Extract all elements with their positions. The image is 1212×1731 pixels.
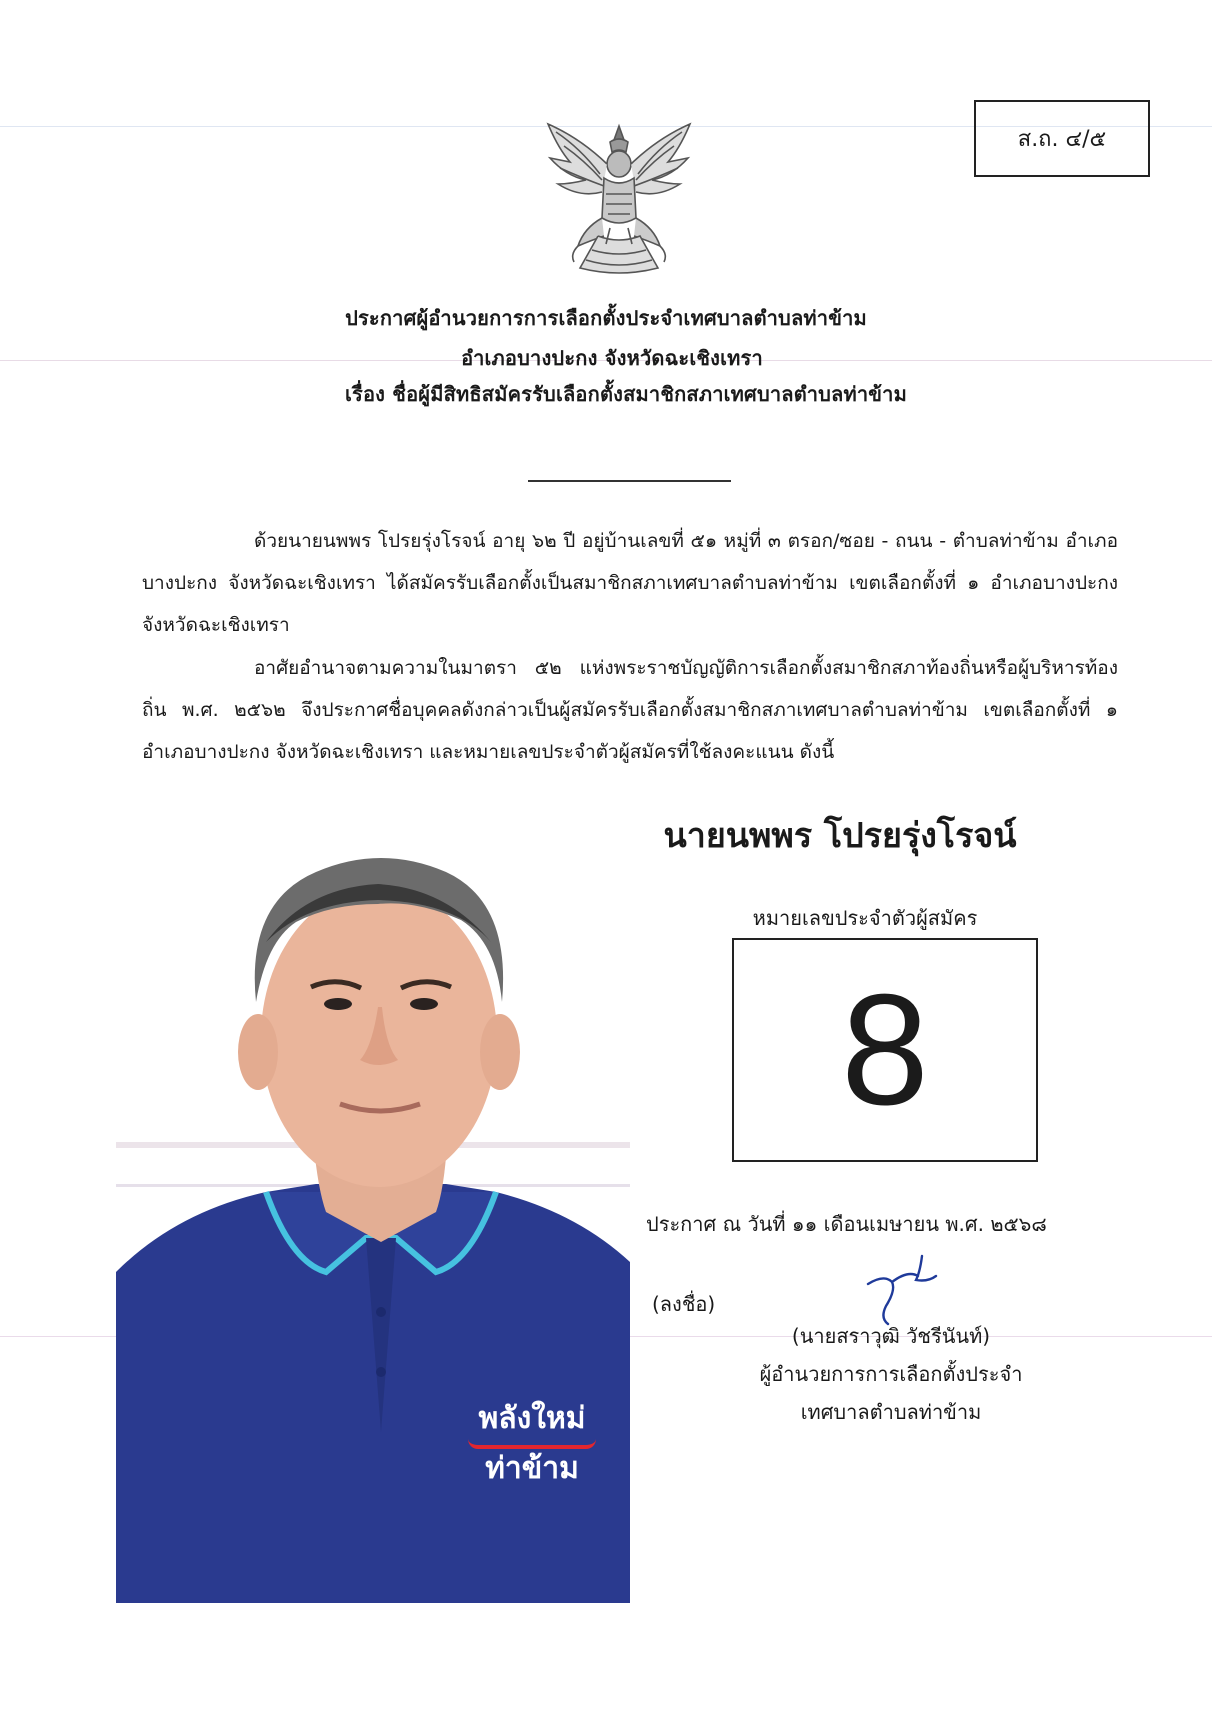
form-code: ส.ถ. ๔/๕ — [1017, 127, 1107, 152]
divider-line — [528, 480, 731, 482]
announcement-district: อำเภอบางปะกง จังหวัดฉะเชิงเทรา — [461, 346, 763, 370]
paragraph-2-text: อาศัยอำนาจตามความในมาตรา ๕๒ แห่งพระราชบัญญัติการเลือกตั้งสมาชิกสภาท้องถิ่นหรือผู้บริหารท้องถิ่น พ.ศ. ๒๕๖๒ จึงประกาศชื่อบุคคลดังกล่าวเป็นผู้สมัครรับเลือกตั้งสมาชิกสภาเทศบาลตำบลท่าข้าม เขตเลือกตั้งที่ ๑ อำเภอบางปะกง จังหวัดฉะเชิงเทรา และหมายเลขประจำตัวผู้สมัครที่ใช้ลงคะแนน ดังนี้ — [142, 657, 1118, 763]
candidate-number-label: หมายเลขประจำตัวผู้สมัคร — [752, 906, 978, 930]
paragraph-candidate-info — [142, 520, 1118, 646]
candidate-number-box — [732, 938, 1038, 1162]
party-logo-swoosh — [468, 1439, 596, 1449]
paragraph-1-text: ด้วยนายนพพร โปรยรุ่งโรจน์ อายุ ๖๒ ปี อยู่บ้านเลขที่ ๕๑ หมู่ที่ ๓ ตรอก/ซอย - ถนน - ตำบลท่าข้าม อำเภอบางปะกง จังหวัดฉะเชิงเทรา ได้สมัครรับเลือกตั้งเป็นสมาชิกสภาเทศบาลตำบลท่าข้าม เขตเลือกตั้งที่ ๑ อำเภอบางปะกง จังหวัดฉะเชิงเทรา — [142, 530, 1118, 636]
party-logo-line-1: พลังใหม่ — [478, 1401, 586, 1436]
signer-title-line-1: ผู้อำนวยการการเลือกตั้งประจำ — [759, 1362, 1023, 1386]
signer-name: (นายสราวุฒิ วัชรีนันท์) — [791, 1324, 991, 1348]
candidate-photo — [116, 792, 630, 1603]
form-code-box — [974, 100, 1150, 177]
announcement-subject: เรื่อง ชื่อผู้มีสิทธิสมัครรับเลือกตั้งสมาชิกสภาเทศบาลตำบลท่าข้าม — [344, 382, 907, 406]
announcement-date: ประกาศ ณ วันที่ ๑๑ เดือนเมษายน พ.ศ. ๒๕๖๘ — [646, 1212, 1047, 1236]
party-logo-line-2: ท่าข้าม — [485, 1451, 579, 1486]
candidate-name: นายนพพร โปรยรุ่งโรจน์ — [663, 816, 1017, 856]
handwritten-signature — [862, 1252, 942, 1330]
sign-label: (ลงชื่อ) — [652, 1292, 716, 1316]
candidate-number: 8 — [841, 962, 929, 1138]
announcement-title: ประกาศผู้อำนวยการการเลือกตั้งประจำเทศบาลตำบลท่าข้าม — [345, 306, 867, 330]
party-logo — [462, 1399, 602, 1489]
signer-title-line-2: เทศบาลตำบลท่าข้าม — [800, 1400, 982, 1424]
garuda-emblem-icon — [540, 118, 698, 278]
paragraph-legal-basis — [142, 647, 1118, 773]
